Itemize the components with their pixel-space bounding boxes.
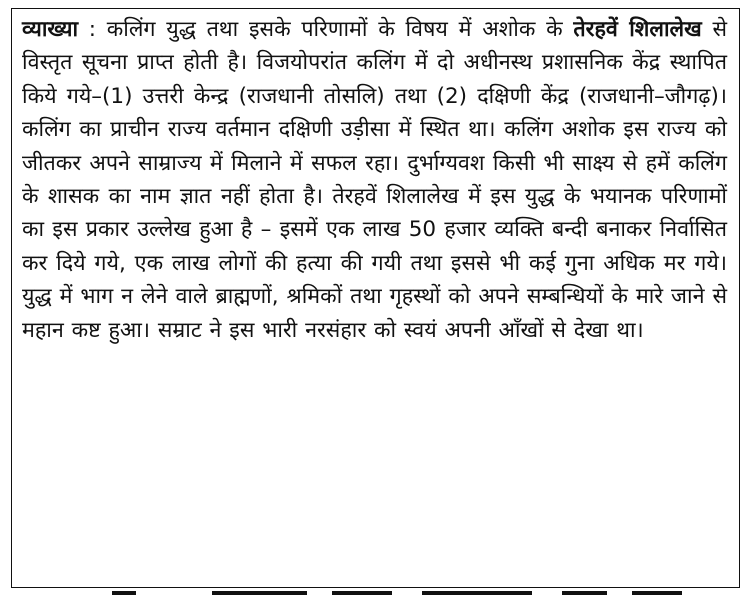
explanation-box [11, 8, 740, 588]
cropped-glyph-fragment [562, 591, 607, 595]
cropped-glyph-fragment [632, 591, 682, 595]
cropped-glyph-fragment [212, 591, 307, 595]
cropped-glyph-fragment [332, 591, 392, 595]
cropped-glyph-fragment [112, 591, 136, 595]
explanation-paragraph [22, 13, 727, 347]
cropped-next-line [92, 591, 692, 599]
paragraph-text-start: कलिंग युद्ध तथा इसके परिणामों के विषय में अशोक के [106, 17, 574, 42]
rock-edict-term: तेरहवें शिलालेख [573, 17, 702, 42]
explanation-label: व्याख्या [22, 17, 79, 42]
cropped-glyph-fragment [422, 591, 532, 595]
paragraph-text-rest: से विस्तृत सूचना प्राप्त होती है। विजयोपरांत कलिंग में दो अधीनस्थ प्रशासनिक केंद्र स्थापित किये गये–(1) उत्तरी केन्द्र (राजधानी तोसलि) तथा (2) दक्षिणी केंद्र (राजधानी–जौगढ़)। कलिंग का प्राचीन राज्य वर्तमान दक्षिणी उड़ीसा में स्थित था। कलिंग अशोक इस राज्य को जीतकर अपने साम्राज्य में मिलाने में सफल रहा। दुर्भाग्यवश किसी भी साक्ष्य से हमें कलिंग के शासक का नाम ज्ञात नहीं होता है। तेरहवें शिलालेख में इस युद्ध के भयानक परिणामों का इस प्रकार उल्लेख हुआ है – इसमें एक लाख 50 हजार व्यक्ति बन्दी बनाकर निर्वासित कर दिये गये, एक लाख लोगों की हत्या की गयी तथा इससे भी कई गुना अधिक मर गये। युद्ध में भाग न लेने वाले ब्राह्मणों, श्रमिकों तथा गृहस्थों को अपने सम्बन्धियों के मारे जाने से महान कष्ट हुआ। सम्राट ने इस भारी नरसंहार को स्वयं अपनी आँखों से देखा था। [22, 17, 728, 343]
label-separator: : [78, 17, 107, 42]
